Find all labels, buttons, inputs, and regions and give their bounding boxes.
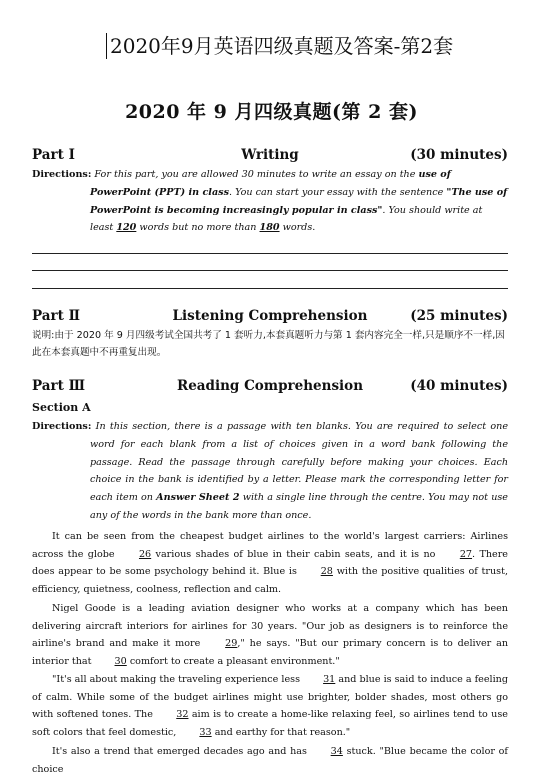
directions-text: In this section, there is a passage with ten blanks. You are required to select one word for each blank from a list of choices given in a word bank following the passage. Read the passage through carefully before making your choices. Each choice in the bank is identified by a letter. Please mark the corresponding letter for each item on: [90, 421, 508, 504]
part-2-header: [32, 308, 508, 326]
start-sentence: "The use of PowerPoint is becoming increasingly popular in class": [90, 186, 508, 216]
directions-text: with a single line through the centre. You may not use any of the words in the bank more than once.: [90, 492, 508, 521]
blank-33: 33: [199, 726, 212, 738]
part-3-header: [32, 378, 508, 396]
blank-26: 26: [138, 548, 152, 560]
directions-text: . You should write at least: [90, 204, 483, 234]
directions-label: Directions:: [32, 169, 92, 180]
blank-34: 34: [330, 746, 343, 757]
passage-paragraph-2: Nigel Goode is a leading aviation designer who works at a company which has been delivering aircraft interiors for airlines for 30 years. "Our job as designers is to reinforce the airline's brand and make it more 29," he says. "But our primary concern is to deliver an interior that 30 comfort to create a pleasant environment.": [32, 600, 508, 670]
part-1-time: (30 minutes): [410, 147, 508, 163]
directions-text: For this part, you are allowed 30 minutes to write an essay on the: [94, 169, 416, 180]
part-2-label: Part Ⅱ: [32, 308, 80, 324]
blank-31: 31: [323, 674, 336, 685]
blank-32: 32: [176, 709, 189, 721]
writing-line: [32, 270, 508, 271]
passage-paragraph-3: "It's all about making the traveling experience less 31 and blue is said to induce a feeling of calm. While some of the budget airlines might use brighter, bolder shades, most others go with softened tones. The 32 aim is to create a home-like relaxing feel, so airlines tend to use soft colors that feel domestic, 33 and earthy for that reason.": [32, 671, 508, 741]
section-a-heading: Section A: [32, 401, 91, 414]
exam-title: 2020 年 9 月四级真题(第 2 套): [125, 101, 418, 123]
writing-line: [32, 253, 508, 254]
part-1-name: Writing: [241, 147, 299, 163]
part-1-header: [32, 147, 508, 165]
passage-paragraph-4: It's also a trend that emerged decades ago and has 34 stuck. "Blue became the color of choice: [32, 743, 508, 778]
part-3-name: Reading Comprehension: [176, 378, 364, 394]
directions-text: . You can start your essay with the sentence: [228, 186, 444, 198]
writing-line: [32, 288, 508, 289]
min-words: 120: [116, 222, 137, 234]
answer-sheet-ref: Answer Sheet 2: [156, 492, 240, 504]
passage-paragraph-1: It can be seen from the cheapest budget airlines to the world's largest carriers: Airlines across the globe 26 various shades of blue in their cabin seats, and it is no 27. There does appear to be some psychology behind it. Blue is 28 with the positive qualities of trust, efficiency, quietness, coolness, reflection and calm.: [32, 531, 508, 595]
max-words: 180: [259, 222, 280, 234]
listening-note: 说明:由于 2020 年 9 月四级考试全国共考了 1 套听力,本套真题听力与第 1 套内容完全一样,只是顺序不一样,因此在本套真题中不再重复出现。: [32, 330, 505, 358]
part-3-directions: [32, 418, 508, 525]
essay-topic: use of PowerPoint (PPT) in class: [90, 169, 451, 198]
blank-29: 29: [225, 638, 238, 650]
part-1-label: Part Ⅰ: [32, 147, 75, 163]
directions-text: words but no more than: [139, 222, 257, 234]
blank-27: 27: [459, 548, 473, 560]
directions-label: Directions:: [32, 421, 92, 432]
part-2-name: Listening Comprehension: [172, 308, 368, 324]
part-1-directions: [32, 166, 508, 237]
text-cursor: [106, 33, 107, 59]
document-title: 2020年9月英语四级真题及答案-第2套: [110, 34, 454, 58]
blank-30: 30: [114, 655, 127, 667]
part-3-label: Part Ⅲ: [32, 378, 86, 394]
part-2-time: (25 minutes): [410, 308, 508, 324]
directions-text: words.: [282, 222, 316, 234]
part-3-time: (40 minutes): [410, 378, 508, 394]
blank-28: 28: [320, 566, 333, 578]
